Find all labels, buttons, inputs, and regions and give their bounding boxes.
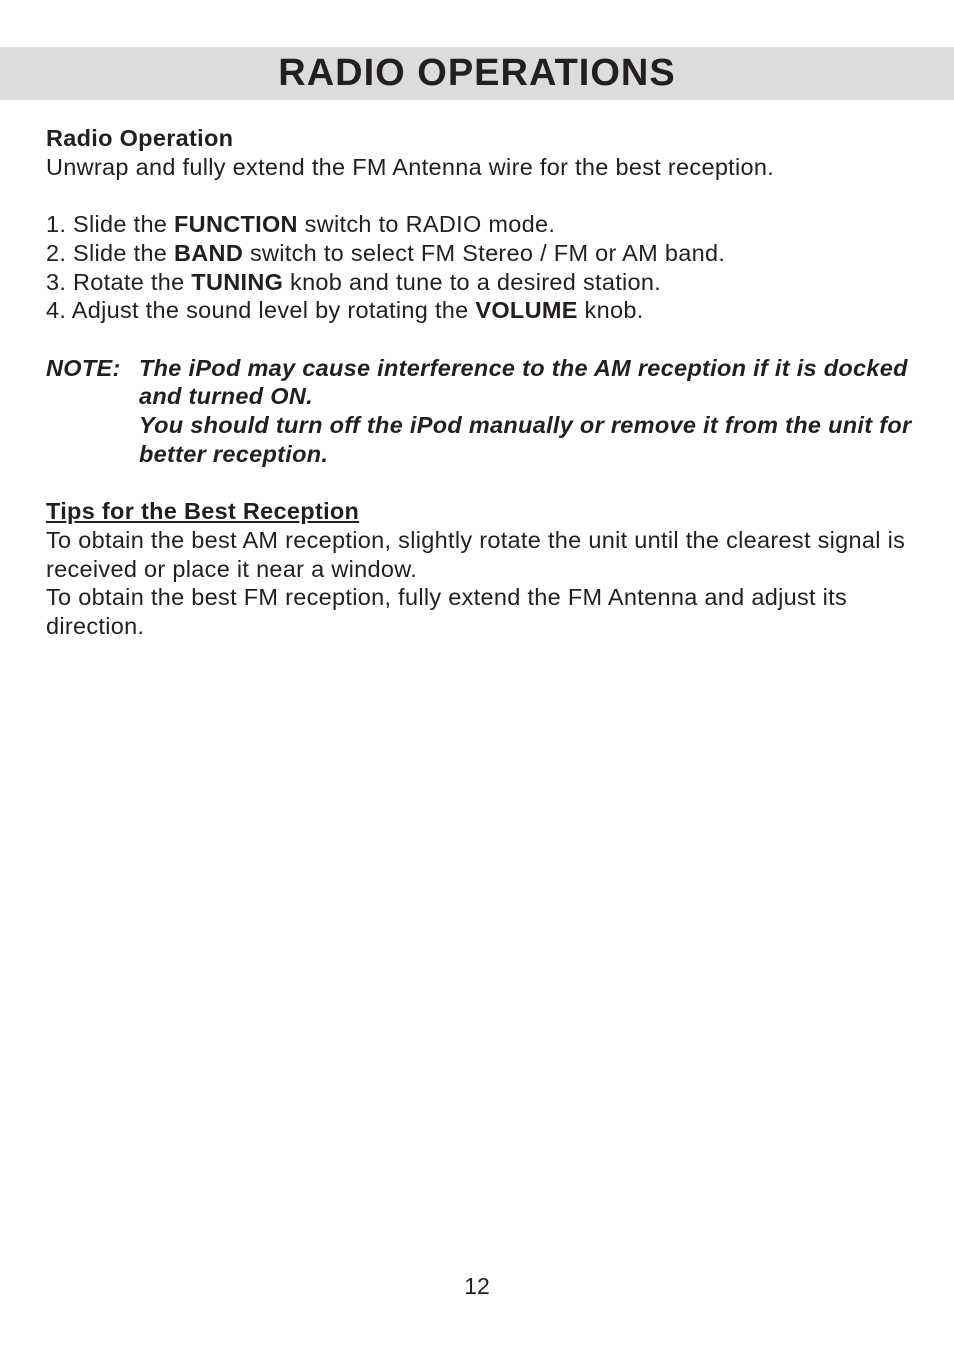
fm-tip-text: To obtain the best FM reception, fully extend the FM Antenna and adjust its direction. [46, 584, 848, 639]
step-2-suffix: switch to select FM Stereo / FM or AM band. [243, 239, 726, 266]
step-3-suffix: knob and tune to a desired station. [283, 268, 662, 295]
note-body [139, 354, 936, 469]
note-line-2: You should turn off the iPod manually or remove it from the unit for better reception. [139, 412, 912, 467]
note-label: NOTE: [46, 354, 121, 381]
spacer [46, 468, 936, 497]
list-item-step-1 [46, 210, 936, 239]
section-heading-radio-operation: Radio Operation [46, 125, 234, 151]
step-3-prefix: 3. Rotate the [46, 268, 192, 295]
spacer [46, 181, 936, 210]
list-item-step-3 [46, 268, 936, 297]
page-title: RADIO OPERATIONS [278, 52, 676, 94]
step-1-keyword: FUNCTION [174, 211, 298, 238]
step-1-prefix: 1. Slide the [46, 211, 175, 238]
steps-list [46, 210, 936, 325]
step-1-suffix: switch to RADIO mode. [297, 211, 556, 238]
note-line-1: The iPod may cause interference to the AM reception if it is docked and turned ON. [139, 354, 908, 410]
am-tip-text: To obtain the best AM reception, slightly rotate the unit until the clearest signal is received or place it near a window. [46, 526, 906, 582]
note-block [46, 354, 936, 469]
section-heading-tips: Tips for the Best Reception [46, 498, 360, 525]
step-3-keyword: TUNING [191, 268, 284, 295]
step-2-keyword: BAND [174, 239, 244, 266]
step-4-prefix: 4. Adjust the sound level by rotating the [46, 297, 476, 324]
list-item-step-2 [46, 239, 936, 268]
intro-text: Unwrap and fully extend the FM Antenna wire for the best reception. [46, 153, 775, 180]
spacer [46, 325, 936, 354]
step-2-prefix: 2. Slide the [46, 239, 175, 266]
step-4-keyword: VOLUME [475, 297, 578, 324]
page-number: 12 [464, 1273, 490, 1299]
list-item-step-4 [46, 296, 936, 325]
page-content [46, 124, 936, 641]
title-bar [0, 47, 954, 100]
step-4-suffix: knob. [577, 297, 644, 324]
